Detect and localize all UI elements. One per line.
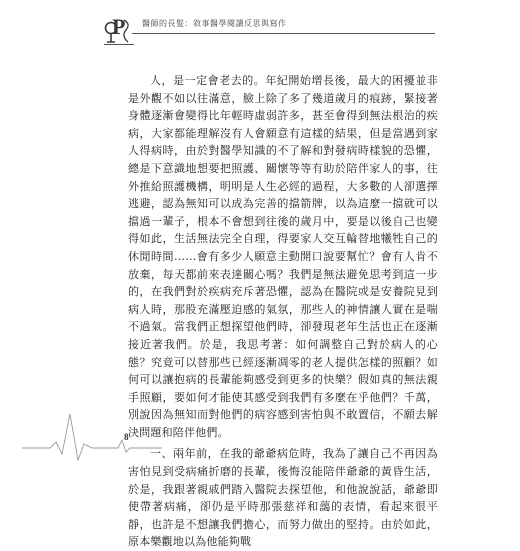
running-header [0, 0, 520, 48]
body-text [128, 72, 438, 551]
book-title: 醫師的長髮：敘事醫學閱讀反思與寫作 [142, 19, 287, 28]
header-rule-short [104, 44, 134, 45]
heartbeat-line-icon [22, 404, 162, 464]
paragraph-2: 一、兩年前，在我的爺爺病危時，我為了讓自己不再因為害怕見到受病痛折磨的長輩，後悔沒能陪伴爺爺的黃昏生活，於是，我跟著親戚們踏入醫院去探望他，和他說說話，爺爺即使帶著病痛，卻仍是平時那張慈祥和藹的表情，看起來很平靜，也許是不想讓我們擔心，而努力做出的堅持。由於如此，原本樂觀地以為他能夠戰 [128, 447, 438, 549]
paragraph-1: 人，是一定會老去的。年紀開始增長後，最大的困擾並非是外觀不如以往滿意，臉上除了多了幾道歲月的痕跡，緊接著身體逐漸會變得比年輕時虛弱許多，甚至會得到無法根治的疾病，大家都能理解沒有人會願意有這樣的結果，但是當遇到家人得病時，由於對醫學知識的不了解和對發病時樣貌的恐懼，總是下意識地想要把照護、關懷等等有助於陪伴家人的事，往外推給照護機構，明明是人生必經的過程，大多數的人卻選擇逃避，認為無知可以成為完善的擋箭牌，以為這麼一擋就可以擋過一輩子，根本不會想到往後的歲月中，要是以後自己也變得如此，生活無法完全自理，得要家人交互輪替地犧牲自己的休閒時間……會有多少人願意主動開口說要幫忙？會有人肯不放棄，每天都前來表達關心嗎？我們是無法避免思考到這一步的，在我們對於疾病充斥著恐懼，認為在醫院或是安養院見到病人時，那股充滿壓迫感的氣氛，那些人的神情讓人實在是喘不過氣。當我們正想探望他們時，卻發現老年生活也正在逐漸接近著我們。於是，我思考著：如何調整自己對於病人的心態？究竟可以替那些已經逐漸凋零的老人提供怎樣的照顧？如何可以讓抱病的長輩能夠感受到更多的快樂？假如真的無法親手照顧，要如何才能使其感受到我們有多麼在乎他們？千萬，別說因為無知而對他們的病容感到害怕與不敢置信，不願去解決問題和陪伴他們。 [128, 74, 438, 439]
page-number: 8 [124, 432, 129, 442]
emblem-letter: P [112, 14, 126, 39]
header-rule [132, 33, 435, 34]
